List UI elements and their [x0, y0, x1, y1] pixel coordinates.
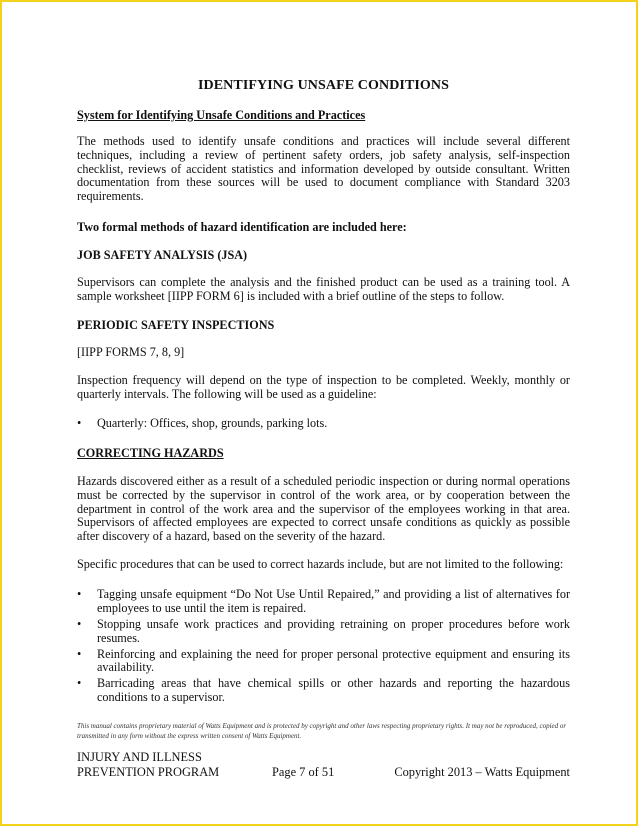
bullet-text: Reinforcing and explaining the need for proper personal protective equipment and ensuring its availability. — [97, 646, 570, 675]
list-item — [77, 588, 570, 616]
document-title: IDENTIFYING UNSAFE CONDITIONS — [197, 78, 450, 93]
jsa-heading: JOB SAFETY ANALYSIS (JSA) — [77, 248, 248, 262]
footer-program-line-2: PREVENTION PROGRAM — [77, 765, 220, 779]
list-item — [77, 648, 570, 676]
periodic-bullet-list — [77, 417, 570, 433]
periodic-heading: PERIODIC SAFETY INSPECTIONS — [77, 318, 275, 332]
bullet-icon: • — [77, 676, 82, 691]
two-methods-heading: Two formal methods of hazard identification are included here: — [77, 220, 407, 234]
list-item — [77, 618, 570, 646]
bullet-icon: • — [77, 587, 82, 601]
correcting-heading: CORRECTING HAZARDS — [77, 446, 224, 460]
bullet-text: Tagging unsafe equipment “Do Not Use Until Repaired,” and providing a list of alternatives for employees to use until the item is repaired. — [97, 587, 570, 615]
system-paragraph: The methods used to identify unsafe conditions and practices will include several different techniques, including a review of pertinent safety orders, job safety analysis, self-inspection checklist, reviews of accident statistics and information developed by outside consultant. Written documentation from these sources will be used to document compliance with Standard 3203 requirements. — [77, 134, 570, 204]
bullet-icon: • — [77, 416, 82, 430]
correcting-paragraph-2: Specific procedures that can be used to correct hazards include, but are not limited to the following: — [77, 557, 564, 571]
periodic-paragraph: Inspection frequency will depend on the type of inspection to be completed. Weekly, monthly or quarterly intervals. The following will be used as a guideline: — [77, 373, 570, 401]
bullet-text: Barricading areas that have chemical spills or other hazards and reporting the hazardous conditions to a supervisor. — [97, 676, 570, 705]
correcting-paragraph-1: Hazards discovered either as a result of a scheduled periodic inspection or during normal operations must be corrected by the supervisor in control of the work area, or by cooperation between the department in control of the work area and the supervisor of the employees working in that area. Supervisors of affected employees are expected to correct unsafe conditions as quickly as possible after discovery of a hazard, based on the severity of the hazard. — [77, 474, 570, 544]
bullet-icon: • — [77, 646, 82, 661]
footer-program-line-1: INJURY AND ILLNESS — [77, 750, 202, 764]
periodic-forms: [IIPP FORMS 7, 8, 9] — [77, 345, 185, 359]
correcting-bullet-list — [77, 588, 570, 707]
footer-page-number: Page 7 of 51 — [272, 765, 335, 779]
copyright-notice: This manual contains proprietary material of Watts Equipment and is protected by copyright and other laws respecting proprietary rights. It may not be reproduced, copied or transmitted in any form without the express written consent of Watts Equipment. — [77, 722, 567, 740]
footer-program-name — [77, 750, 219, 780]
system-heading: System for Identifying Unsafe Conditions and Practices — [77, 108, 366, 122]
jsa-paragraph: Supervisors can complete the analysis and the finished product can be used as a training tool. A sample worksheet [IIPP FORM 6] is included with a brief outline of the steps to follow. — [77, 275, 570, 303]
footer-copyright: Copyright 2013 – Watts Equipment — [394, 765, 570, 779]
list-item — [77, 677, 570, 705]
bullet-icon: • — [77, 616, 82, 631]
bullet-text: Stopping unsafe work practices and providing retraining on proper procedures before work resumes. — [97, 616, 570, 645]
bullet-text: Quarterly: Offices, shop, grounds, parking lots. — [97, 416, 328, 430]
list-item — [77, 417, 570, 431]
